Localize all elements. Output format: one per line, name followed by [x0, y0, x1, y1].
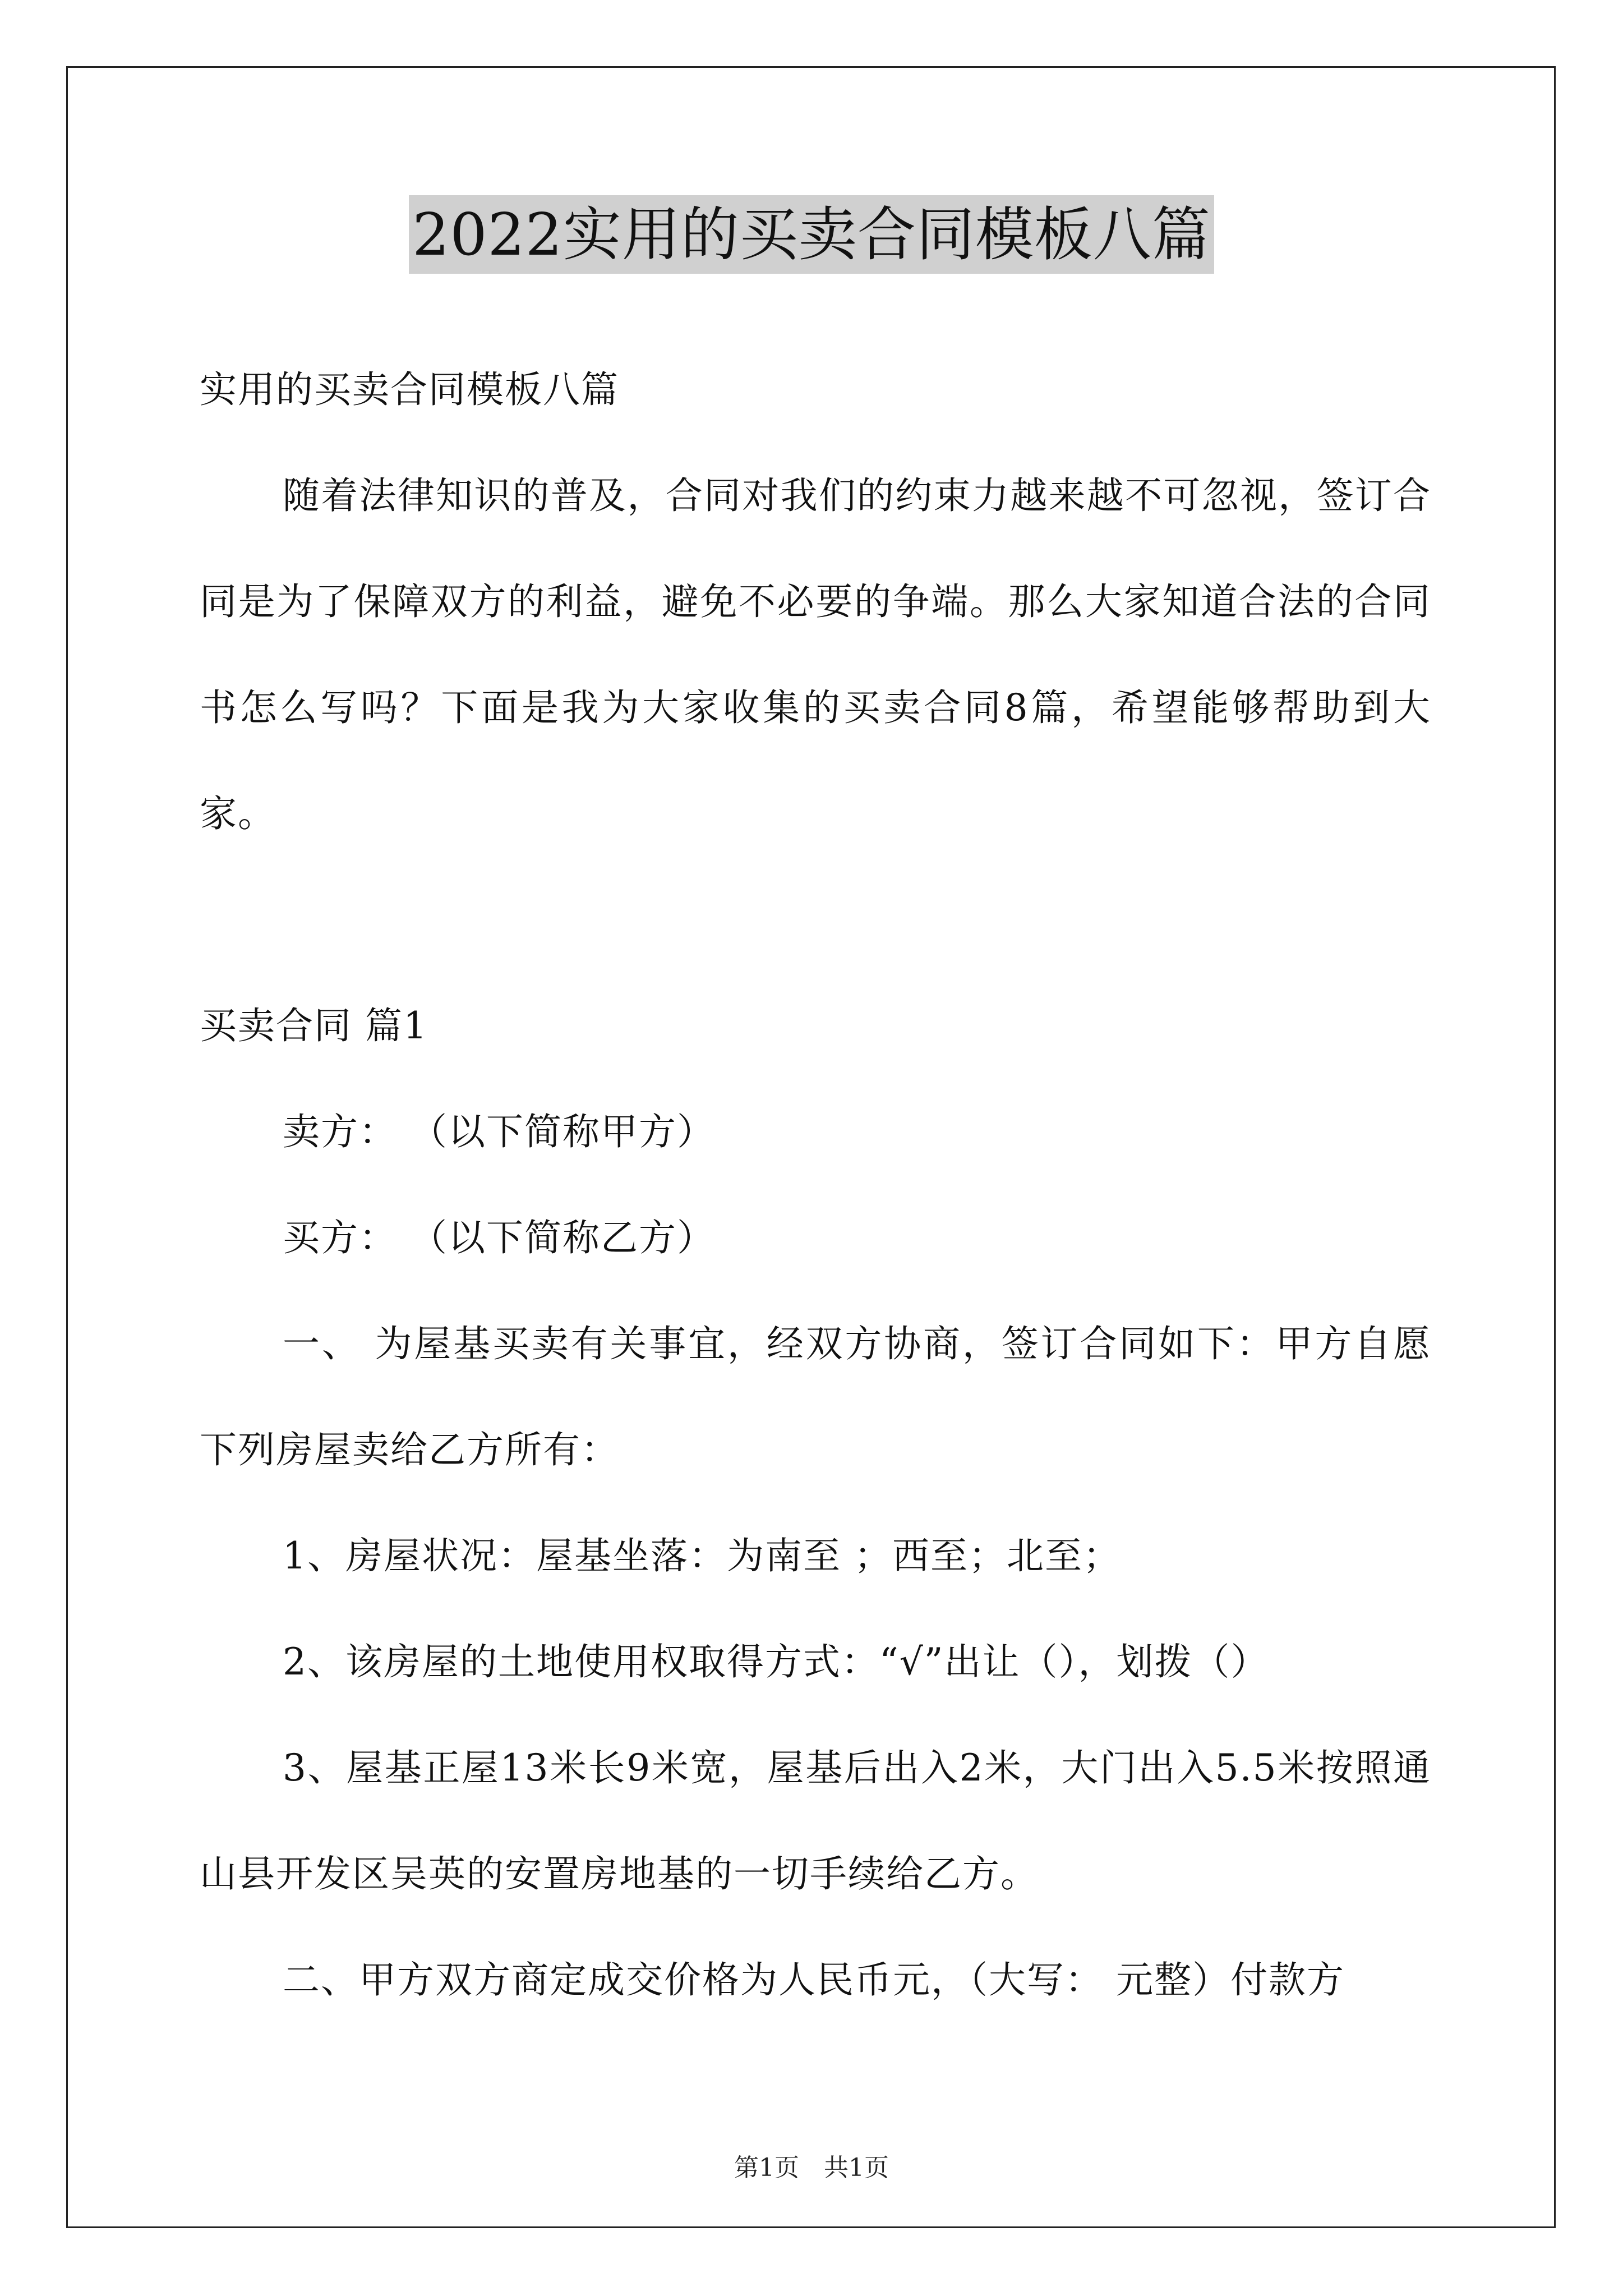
- clause-item-1: 1、房屋状况：屋基坐落：为南至 ；西至；北至；: [283, 1534, 1121, 1577]
- title-wrapper: [0, 195, 1623, 274]
- document-title: 2022实用的买卖合同模板八篇: [409, 195, 1214, 274]
- seller-line: 卖方： （以下简称甲方）: [283, 1110, 715, 1153]
- section-heading: 买卖合同 篇1: [200, 1004, 428, 1047]
- document-subtitle: 实用的买卖合同模板八篇: [200, 368, 619, 411]
- intro-paragraph: 随着法律知识的普及，合同对我们的约束力越来越不可忽视，签订合同是为了保障双方的利益，避免不必要的争端。那么大家知道合法的合同书怎么写吗？下面是我为大家收集的买卖合同8篇，希望能够帮助到大家。: [200, 474, 1431, 835]
- clause-one: 一、 为屋基买卖有关事宜，经双方协商，签订合同如下：甲方自愿下列房屋卖给乙方所有：: [200, 1322, 1431, 1471]
- document-body: [200, 337, 1431, 2033]
- clause-item-3: 3、屋基正屋13米长9米宽，屋基后出入2米，大门出入5.5米按照通山县开发区吴英的安置房地基的一切手续给乙方。: [200, 1746, 1431, 1895]
- clause-two: 二、甲方双方商定成交价格为人民币元，（大写： 元整）付款方: [283, 1958, 1345, 2001]
- buyer-line: 买方： （以下简称乙方）: [283, 1216, 715, 1259]
- clause-item-2: 2、该房屋的土地使用权取得方式：“√”出让（），划拨（）: [283, 1640, 1269, 1683]
- page-footer: 第1页 共1页: [734, 2154, 889, 2182]
